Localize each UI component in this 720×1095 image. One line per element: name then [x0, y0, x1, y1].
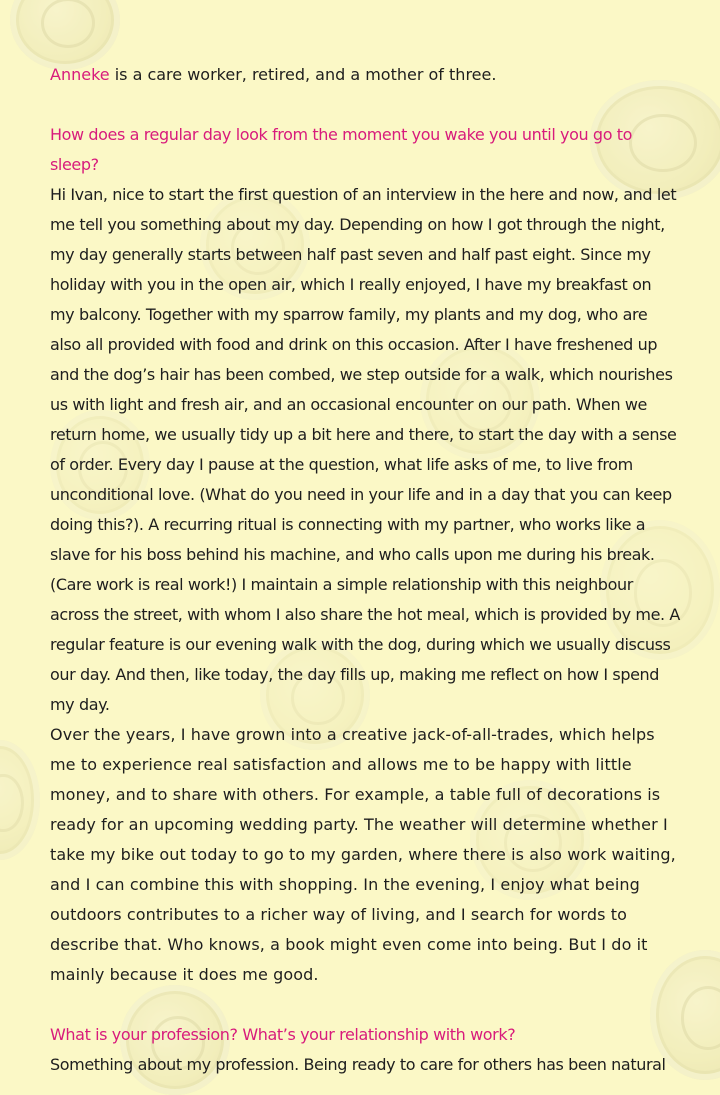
- intro-text: is a care worker, retired, and a mother of three.: [109, 65, 497, 84]
- question-heading: How does a regular day look from the moment you wake you until you go to sleep?: [50, 125, 633, 174]
- interviewee-name: Anneke: [50, 65, 110, 84]
- intro-line: [50, 60, 680, 90]
- answer-paragraph: Something about my profession. Being ready to care for others has been natural: [50, 1055, 666, 1074]
- coin-decoration: [0, 740, 40, 860]
- question-heading: What is your profession? What’s your relationship with work?: [50, 1025, 516, 1044]
- answer-paragraph: Hi Ivan, nice to start the first question of an interview in the here and now, and let me tell you something about my day. Depending on how I got through the night, my day generally starts between half past seven and half past eight. Since my holiday with you in the open air, which I really enjoyed, I have my breakfast on my balcony. Together with my sparrow family, my plants and my dog, who are also all provided with food and drink on this occasion. After I have freshened up and the dog’s hair has been combed, we step outside for a walk, which nourishes us with light and fresh air, and an occasional encounter on our path. When we return home, we usually tidy up a bit here and there, to start the day with a sense of order. Every day I pause at the question, what life asks of me, to live from unconditional love. (What do you need in your life and in a day that you can keep doing this?). A recurring ritual is connecting with my partner, who works like a slave for his boss behind his machine, and who calls upon me during his break. (Care work is real work!) I maintain a simple relationship with this neighbour across the street, with whom I also share the hot meal, which is provided by me. A regular feature is our evening walk with the dog, during which we usually discuss our day. And then, like today, the day fills up, making me reflect on how I spend my day.: [50, 185, 680, 714]
- article-body: [50, 60, 680, 1080]
- answer-paragraph: Over the years, I have grown into a creative jack-of-all-trades, which helps me to experience real satisfaction and allows me to be happy with little money, and to share with others. For example, a table full of decorations is ready for an upcoming wedding party. The weather will determine whether I take my bike out today to go to my garden, where there is also work waiting, and I can combine this with shopping. In the evening, I enjoy what being outdoors contributes to a richer way of living, and I search for words to describe that. Who knows, a book might even come into being. But I do it mainly because it does me good.: [50, 725, 676, 984]
